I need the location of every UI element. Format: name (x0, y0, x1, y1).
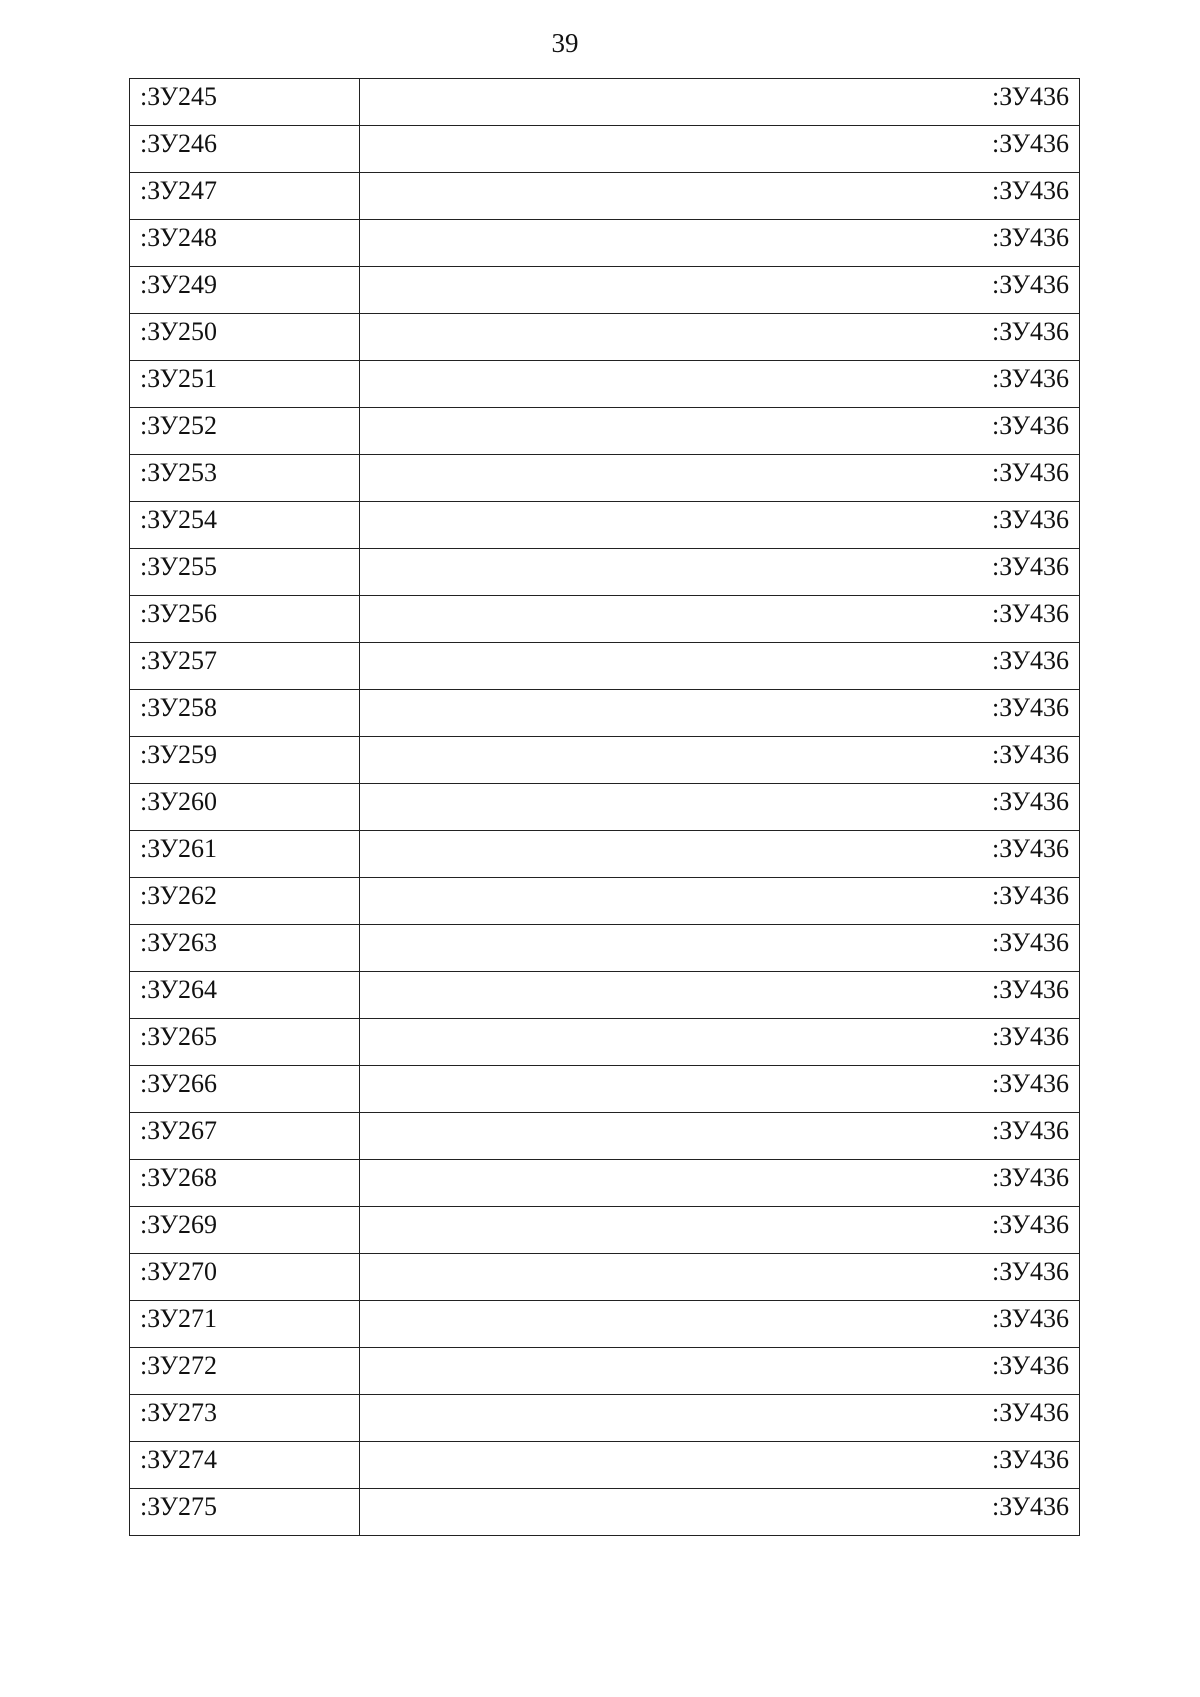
linked-parcel-cell: :ЗУ436 (360, 972, 1080, 1019)
table-row (130, 972, 1080, 1019)
parcel-id-cell: :ЗУ255 (130, 549, 360, 596)
parcel-id-cell: :ЗУ253 (130, 455, 360, 502)
table-row (130, 220, 1080, 267)
linked-parcel-cell: :ЗУ436 (360, 1348, 1080, 1395)
linked-parcel-cell: :ЗУ436 (360, 596, 1080, 643)
table-row (130, 925, 1080, 972)
table-row (130, 361, 1080, 408)
linked-parcel-cell: :ЗУ436 (360, 784, 1080, 831)
linked-parcel-cell: :ЗУ436 (360, 1019, 1080, 1066)
table-row (130, 126, 1080, 173)
parcel-id-cell: :ЗУ275 (130, 1489, 360, 1536)
linked-parcel-cell: :ЗУ436 (360, 1395, 1080, 1442)
linked-parcel-cell: :ЗУ436 (360, 1207, 1080, 1254)
parcel-table (129, 78, 1080, 1536)
table-row (130, 1442, 1080, 1489)
parcel-id-cell: :ЗУ251 (130, 361, 360, 408)
table-row (130, 596, 1080, 643)
table-row (130, 1066, 1080, 1113)
parcel-id-cell: :ЗУ273 (130, 1395, 360, 1442)
table-row (130, 1207, 1080, 1254)
linked-parcel-cell: :ЗУ436 (360, 643, 1080, 690)
parcel-id-cell: :ЗУ264 (130, 972, 360, 1019)
parcel-id-cell: :ЗУ261 (130, 831, 360, 878)
parcel-id-cell: :ЗУ247 (130, 173, 360, 220)
table-row (130, 1160, 1080, 1207)
parcel-id-cell: :ЗУ248 (130, 220, 360, 267)
parcel-id-cell: :ЗУ250 (130, 314, 360, 361)
parcel-id-cell: :ЗУ269 (130, 1207, 360, 1254)
table-row (130, 643, 1080, 690)
linked-parcel-cell: :ЗУ436 (360, 126, 1080, 173)
parcel-id-cell: :ЗУ272 (130, 1348, 360, 1395)
parcel-id-cell: :ЗУ245 (130, 79, 360, 126)
table-row (130, 784, 1080, 831)
linked-parcel-cell: :ЗУ436 (360, 220, 1080, 267)
linked-parcel-cell: :ЗУ436 (360, 1113, 1080, 1160)
linked-parcel-cell: :ЗУ436 (360, 878, 1080, 925)
table-row (130, 502, 1080, 549)
parcel-id-cell: :ЗУ271 (130, 1301, 360, 1348)
table-row (130, 1113, 1080, 1160)
linked-parcel-cell: :ЗУ436 (360, 1442, 1080, 1489)
linked-parcel-cell: :ЗУ436 (360, 1301, 1080, 1348)
table-row (130, 408, 1080, 455)
table-row (130, 173, 1080, 220)
table-row (130, 1489, 1080, 1536)
parcel-id-cell: :ЗУ256 (130, 596, 360, 643)
linked-parcel-cell: :ЗУ436 (360, 502, 1080, 549)
parcel-id-cell: :ЗУ262 (130, 878, 360, 925)
linked-parcel-cell: :ЗУ436 (360, 1160, 1080, 1207)
page-number: 39 (551, 28, 579, 58)
linked-parcel-cell: :ЗУ436 (360, 737, 1080, 784)
linked-parcel-cell: :ЗУ436 (360, 925, 1080, 972)
parcel-id-cell: :ЗУ258 (130, 690, 360, 737)
linked-parcel-cell: :ЗУ436 (360, 549, 1080, 596)
table-row (130, 1348, 1080, 1395)
parcel-id-cell: :ЗУ263 (130, 925, 360, 972)
linked-parcel-cell: :ЗУ436 (360, 1066, 1080, 1113)
parcel-id-cell: :ЗУ257 (130, 643, 360, 690)
table-row (130, 79, 1080, 126)
parcel-id-cell: :ЗУ266 (130, 1066, 360, 1113)
table-row (130, 690, 1080, 737)
linked-parcel-cell: :ЗУ436 (360, 79, 1080, 126)
linked-parcel-cell: :ЗУ436 (360, 831, 1080, 878)
parcel-id-cell: :ЗУ254 (130, 502, 360, 549)
parcel-table-body (130, 79, 1080, 1536)
parcel-id-cell: :ЗУ265 (130, 1019, 360, 1066)
parcel-id-cell: :ЗУ246 (130, 126, 360, 173)
parcel-id-cell: :ЗУ268 (130, 1160, 360, 1207)
linked-parcel-cell: :ЗУ436 (360, 314, 1080, 361)
table-row (130, 831, 1080, 878)
parcel-id-cell: :ЗУ252 (130, 408, 360, 455)
linked-parcel-cell: :ЗУ436 (360, 455, 1080, 502)
table-row (130, 314, 1080, 361)
table-row (130, 455, 1080, 502)
parcel-id-cell: :ЗУ259 (130, 737, 360, 784)
parcel-id-cell: :ЗУ249 (130, 267, 360, 314)
table-row (130, 1301, 1080, 1348)
linked-parcel-cell: :ЗУ436 (360, 690, 1080, 737)
table-row (130, 878, 1080, 925)
table-row (130, 267, 1080, 314)
table-row (130, 737, 1080, 784)
linked-parcel-cell: :ЗУ436 (360, 267, 1080, 314)
table-row (130, 549, 1080, 596)
linked-parcel-cell: :ЗУ436 (360, 408, 1080, 455)
parcel-id-cell: :ЗУ270 (130, 1254, 360, 1301)
parcel-id-cell: :ЗУ274 (130, 1442, 360, 1489)
table-row (130, 1019, 1080, 1066)
linked-parcel-cell: :ЗУ436 (360, 173, 1080, 220)
linked-parcel-cell: :ЗУ436 (360, 361, 1080, 408)
table-row (130, 1254, 1080, 1301)
linked-parcel-cell: :ЗУ436 (360, 1489, 1080, 1536)
parcel-id-cell: :ЗУ267 (130, 1113, 360, 1160)
table-row (130, 1395, 1080, 1442)
parcel-id-cell: :ЗУ260 (130, 784, 360, 831)
linked-parcel-cell: :ЗУ436 (360, 1254, 1080, 1301)
